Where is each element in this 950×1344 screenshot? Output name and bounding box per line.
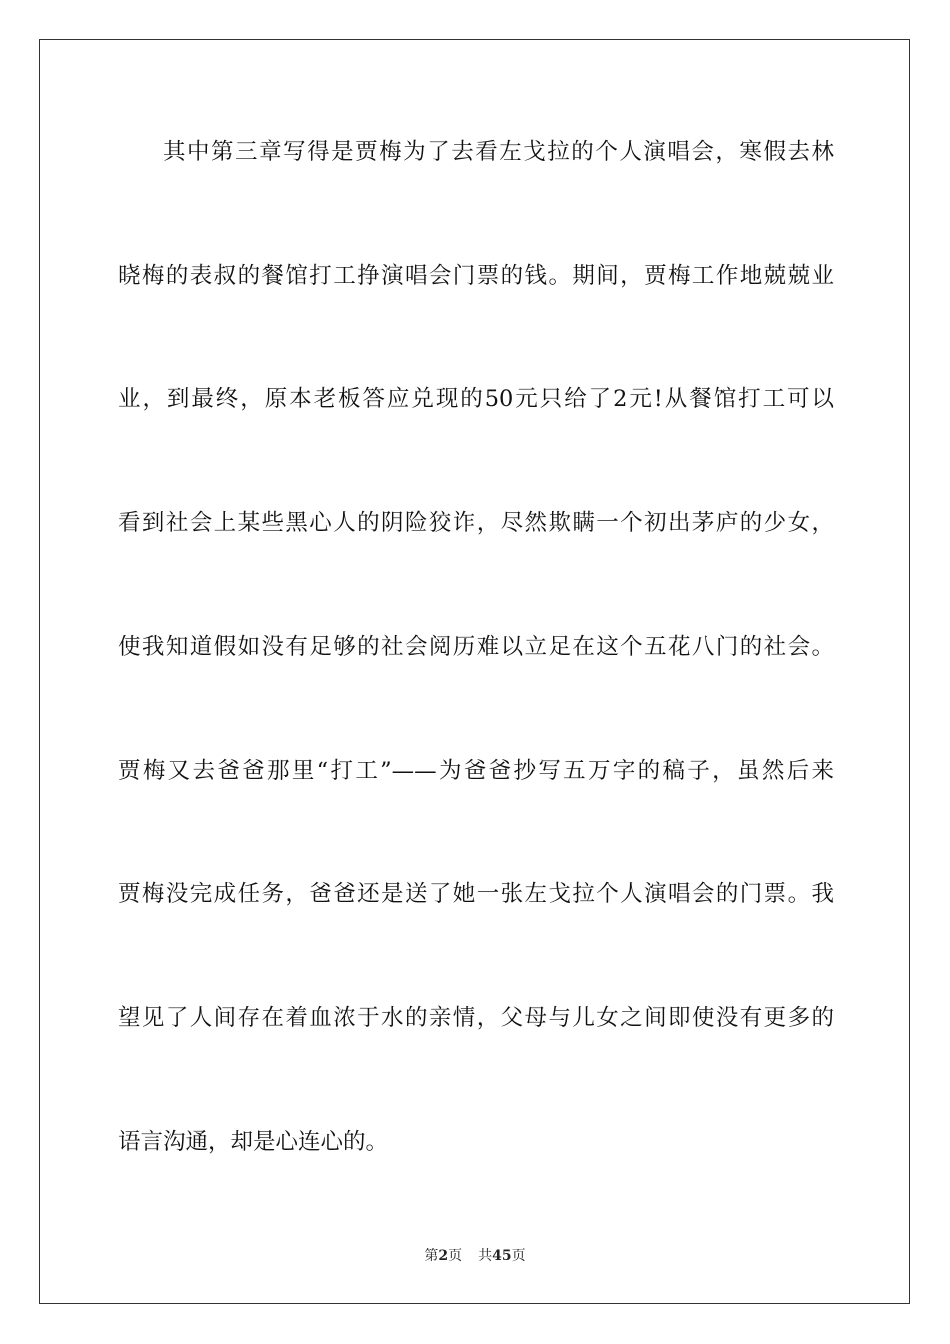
paragraph-line-1: 其中第三章写得是贾梅为了去看左戈拉的个人演唱会，寒假去林 bbox=[163, 139, 834, 165]
paragraph-line-5: 使我知道假如没有足够的社会阅历难以立足在这个五花八门的社会。 bbox=[118, 634, 834, 660]
paragraph-line-9: 语言沟通，却是心连心的。 bbox=[118, 1129, 389, 1155]
page-prefix: 第 bbox=[424, 1248, 439, 1264]
paragraph-line-7: 贾梅没完成任务，爸爸还是送了她一张左戈拉个人演唱会的门票。我 bbox=[118, 881, 834, 907]
page-border bbox=[39, 39, 910, 1304]
paragraph-line-3: 业，到最终，原本老板答应兑现的50元只给了2元!从餐馆打工可以 bbox=[118, 386, 834, 412]
paragraph-line-2: 晓梅的表叔的餐馆打工挣演唱会门票的钱。期间，贾梅工作地兢兢业 bbox=[118, 263, 834, 289]
paragraph-line-4: 看到社会上某些黑心人的阴险狡诈，尽然欺瞒一个初出茅庐的少女， bbox=[118, 510, 834, 536]
page-footer bbox=[0, 1246, 950, 1266]
paragraph-line-6: 贾梅又去爸爸那里“打工”——为爸爸抄写五万字的稿子，虽然后来 bbox=[118, 758, 834, 784]
current-page-number: 2 bbox=[438, 1248, 449, 1264]
total-pages-number: 45 bbox=[492, 1248, 512, 1264]
total-suffix: 页 bbox=[511, 1248, 526, 1264]
page-suffix: 页 bbox=[448, 1248, 463, 1264]
total-prefix: 共 bbox=[478, 1248, 493, 1264]
paragraph-line-8: 望见了人间存在着血浓于水的亲情，父母与儿女之间即使没有更多的 bbox=[118, 1005, 834, 1031]
